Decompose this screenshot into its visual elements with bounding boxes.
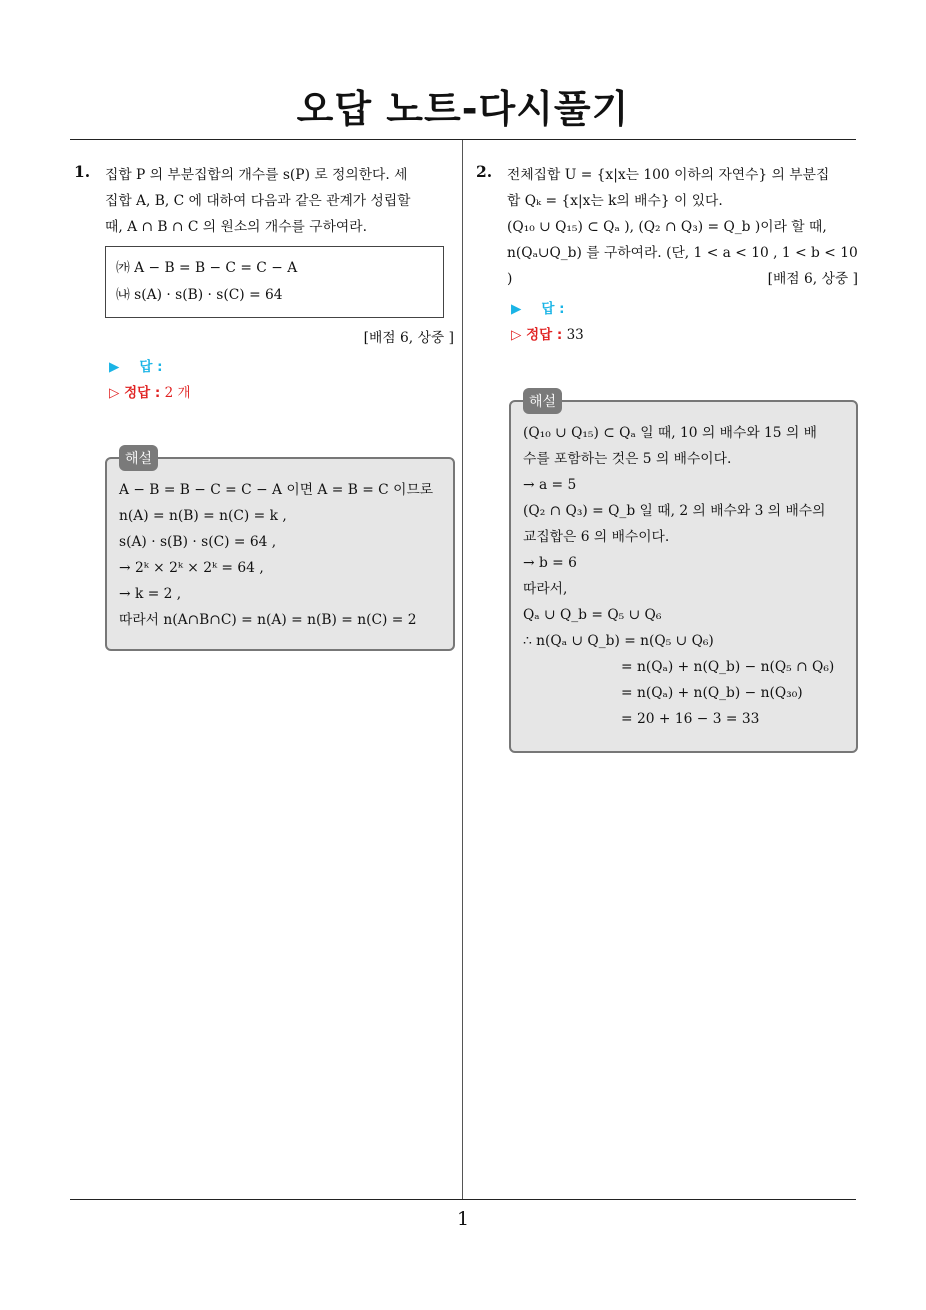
explanation-body	[511, 402, 856, 742]
explanation-line: Qₐ ∪ Q_b = Q₅ ∪ Q₆	[523, 607, 662, 623]
explanation-box-2	[509, 394, 858, 753]
question-line: 때, A ∩ B ∩ C 의 원소의 개수를 구하여라.	[105, 219, 367, 235]
footer-rule	[70, 1199, 856, 1200]
condition-box	[105, 246, 444, 318]
question-line: 합 Qₖ = {x|x는 k의 배수} 이 있다.	[507, 193, 723, 209]
explanation-line: = 20 + 16 − 3 = 33	[621, 711, 760, 727]
explanation-line: n(A) = n(B) = n(C) = k ,	[119, 508, 287, 524]
score-label: [배점 6, 상중 ]	[767, 271, 858, 287]
header-rule	[70, 139, 856, 140]
condition-ga: ㈎ A − B = B − C = C − A	[116, 260, 298, 276]
explanation-line: 교집합은 6 의 배수이다.	[523, 529, 670, 545]
question-line: 전체집합 U = {x|x는 100 이하의 자연수} 의 부분집	[507, 167, 830, 183]
explanation-line: → b = 6	[523, 555, 577, 571]
correct-value: 2 개	[164, 385, 191, 401]
page-title: 오답 노트-다시풀기	[296, 87, 630, 131]
explanation-line: (Q₂ ∩ Q₃) = Q_b 일 때, 2 의 배수와 3 의 배수의	[523, 503, 826, 519]
question-text	[507, 162, 858, 292]
explanation-body	[107, 459, 453, 643]
play-icon: ▶	[109, 359, 120, 375]
condition-na: ㈏ s(A) · s(B) · s(C) = 64	[116, 287, 283, 303]
explanation-tag: 해설	[523, 388, 562, 414]
correct-value: 33	[566, 327, 584, 343]
correct-answer-row	[109, 380, 454, 406]
question-number: 2.	[476, 162, 493, 181]
correct-answer-row	[511, 322, 858, 348]
question-line: (Q₁₀ ∪ Q₁₅) ⊂ Qₐ ), (Q₂ ∩ Q₃) = Q_b )이라 할 때,	[507, 219, 827, 235]
explanation-line: → a = 5	[523, 477, 577, 493]
question-line	[507, 266, 858, 292]
question-line: 집합 A, B, C 에 대하여 다음과 같은 관계가 성립할	[105, 193, 411, 209]
question-text	[105, 162, 454, 240]
explanation-line: 따라서 n(A∩B∩C) = n(A) = n(B) = n(C) = 2	[119, 612, 417, 628]
question-1	[74, 162, 454, 406]
answer-row	[511, 296, 858, 322]
explanation-line: → 2ᵏ × 2ᵏ × 2ᵏ = 64 ,	[119, 560, 264, 576]
question-line: 집합 P 의 부분집합의 개수를 s(P) 로 정의한다. 세	[105, 167, 408, 183]
column-divider	[462, 140, 463, 1200]
question-number: 1.	[74, 162, 91, 181]
explanation-line: = n(Qₐ) + n(Q_b) − n(Q₃₀)	[621, 685, 803, 701]
explanation-line: → k = 2 ,	[119, 586, 182, 602]
question-line-end: )	[507, 271, 513, 287]
explanation-tag: 해설	[119, 445, 158, 471]
question-2	[476, 162, 858, 348]
explanation-line: A − B = B − C = C − A 이면 A = B = C 이므로	[119, 482, 434, 498]
score-label: [배점 6, 상중 ]	[363, 330, 454, 346]
correct-label: ▷ 정답 :	[511, 327, 563, 343]
explanation-line: ∴ n(Qₐ ∪ Q_b) = n(Q₅ ∪ Q₆)	[523, 633, 714, 649]
explanation-line: 수를 포함하는 것은 5 의 배수이다.	[523, 451, 732, 467]
answer-label: 답 :	[139, 359, 163, 375]
page-number: 1	[456, 1208, 470, 1230]
correct-label: ▷ 정답 :	[109, 385, 161, 401]
explanation-line: (Q₁₀ ∪ Q₁₅) ⊂ Qₐ 일 때, 10 의 배수와 15 의 배	[523, 425, 818, 441]
explanation-box-1	[105, 451, 455, 651]
explanation-line: s(A) · s(B) · s(C) = 64 ,	[119, 534, 277, 550]
answer-label: 답 :	[541, 301, 565, 317]
explanation-line: 따라서,	[523, 581, 568, 597]
explanation-line: = n(Qₐ) + n(Q_b) − n(Q₅ ∩ Q₆)	[621, 659, 835, 675]
answer-row	[109, 354, 454, 380]
question-line: n(Qₐ∪Q_b) 를 구하여라. (단, 1 < a < 10 , 1 < b < 10	[507, 245, 858, 261]
play-icon: ▶	[511, 301, 522, 317]
